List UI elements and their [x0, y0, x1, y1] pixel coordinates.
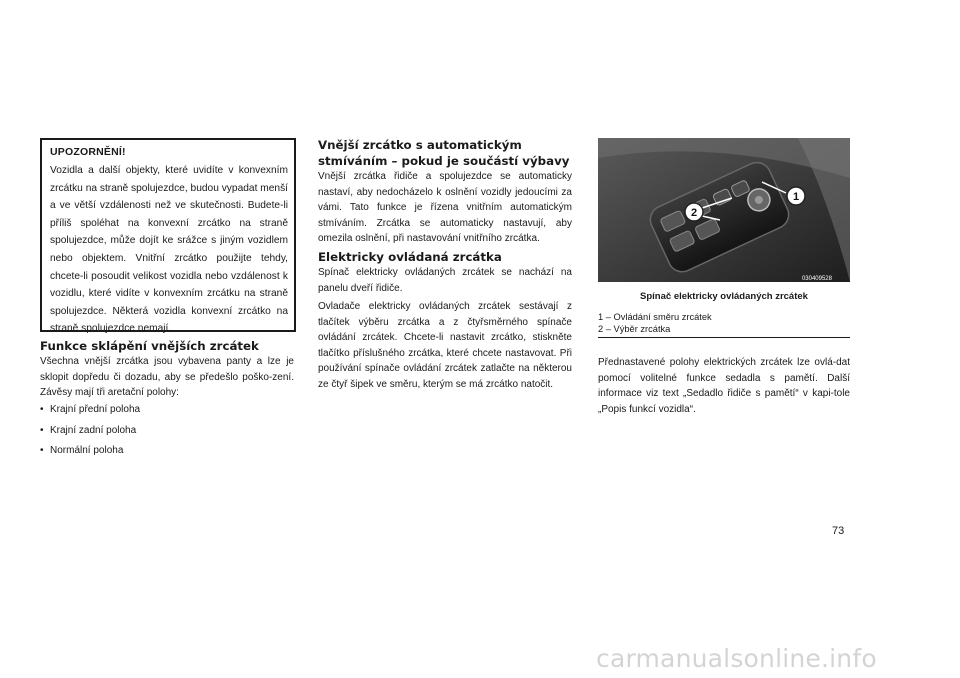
warning-box: [40, 138, 296, 335]
power-mirrors-text-2: Ovladače elektricky ovládaných zrcátek sestávají z tlačítek výběru zrcátka a z čtyřsměrného spínače ovládání zrcátek. Chcete-li nastavit zrcátko, stiskněte tlačítko příslušného zrcátka, které chcete nastavovat. Při používání spínače ovládání zrcátek zatlačte na některou ze čtyř šipek ve směru, kterým se má zrcátko natočit.: [318, 301, 572, 390]
folding-heading: Funkce sklápění vnějších zrcátek: [40, 339, 259, 353]
auto-dim-text: Vnější zrcátka řidiče a spolujezdce se automaticky nastaví, aby nedocházelo k oslnění vozidly jedoucími za vámi. Tato funkce je řízena vnitřním automatickým stmíváním. Zrcátka se automaticky nastavují, aby omezila oslnění, při nastavování vnitřního zrcátka.: [318, 171, 572, 245]
page-number: 73: [832, 525, 845, 537]
bullet-item: • Krajní zadní poloha: [40, 423, 290, 438]
power-mirrors-heading: Elektricky ovládaná zrcátka: [318, 250, 502, 264]
figure-legend-1: 1 – Ovládání směru zrcátek: [598, 312, 712, 322]
callout-1-label: 1: [792, 191, 800, 203]
mirror-switch-photo: [598, 138, 850, 282]
bullet-item: • Krajní přední poloha: [40, 402, 290, 417]
folding-text: Všechna vnější zrcátka jsou vybavena panty a lze je sklopit dopředu či dozadu, aby se předešlo poško-zení. Závěsy mají tři aretační polohy:: [40, 356, 294, 399]
figure-legend-2: 2 – Výběr zrcátka: [598, 324, 671, 334]
watermark: carmanualsonline.info: [596, 644, 877, 673]
warning-text: Vozidla a další objekty, které uvidíte v konvexním zrcátku na straně spolujezdce, budou vypadat menší a ve větší vzdálenosti než ve skutečnosti. Budete-li příliš spoléhat na konvexní zrcátko na straně spolujezdce, může dojít ke srážce s jiným vozidlem nebo objektem. Vnitřní zrcátko použijte tehdy, chcete-li posoudit velikost vozidla nebo vzdálenost k vozidlu, které vidíte v konvexním zrcátku na straně spolujezdce. Některá vozidla konvexní zrcátko na straně spolujezdce nemají.: [50, 165, 288, 335]
legend-divider: [598, 337, 850, 338]
figure-caption: Spínač elektricky ovládaných zrcátek: [640, 291, 808, 302]
auto-dim-heading-2: stmíváním – pokud je součástí výbavy: [318, 154, 570, 168]
bullet-item: • Normální poloha: [40, 443, 290, 458]
figure-code: 030409528: [801, 276, 832, 282]
warning-title: UPOZORNĚNÍ!: [50, 146, 126, 158]
memory-text: Přednastavené polohy elektrických zrcátek lze ovlá-dat pomocí volitelné funkce sedadla s pamětí. Další informace viz text „Sedadlo řidiče s pamětí“ v kapi-tole „Popis funkcí vozidla“.: [598, 357, 850, 415]
power-mirrors-text-1: Spínač elektricky ovládaných zrcátek se nachází na panelu dveří řidiče.: [318, 267, 572, 294]
mirror-switch-illustration: [598, 138, 850, 282]
callout-2-label: 2: [690, 207, 698, 219]
auto-dim-heading-1: Vnější zrcátko s automatickým: [318, 138, 522, 152]
